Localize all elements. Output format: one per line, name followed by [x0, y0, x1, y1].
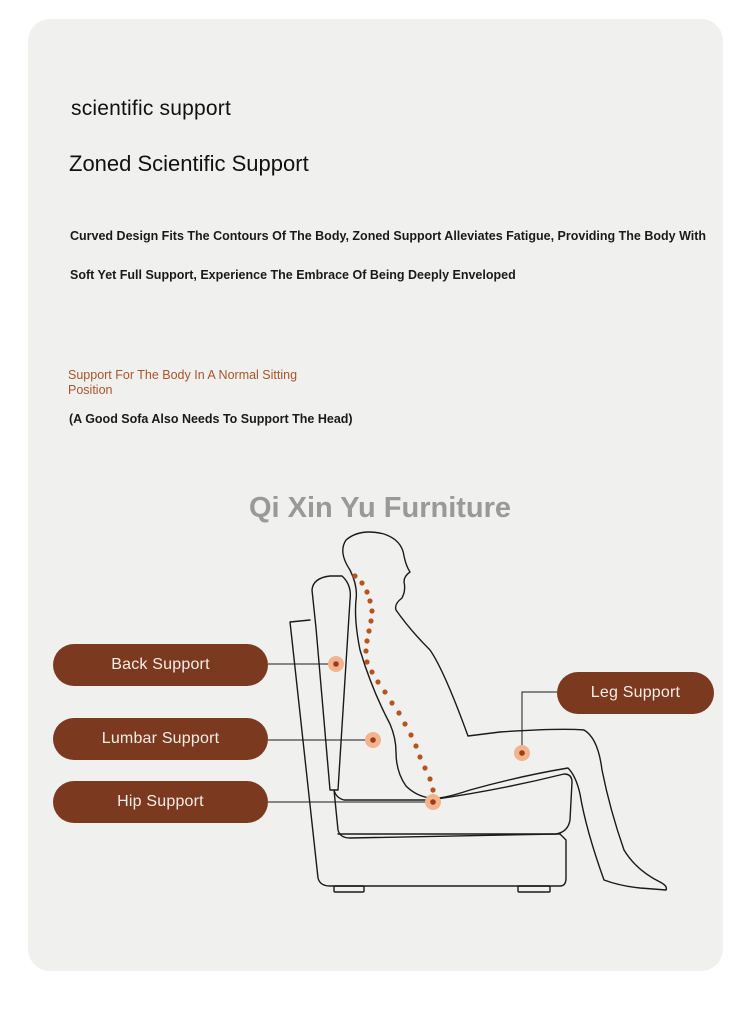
support-markers — [328, 656, 530, 810]
sofa-foot-right — [518, 886, 550, 892]
back-support-label: Back Support — [53, 644, 268, 686]
section-note: (A Good Sofa Also Needs To Support The Head) — [69, 412, 353, 426]
sofa-seat-cushion — [334, 774, 572, 838]
page-title: Zoned Scientific Support — [69, 151, 309, 176]
section-heading: Support For The Body In A Normal Sitting Position — [68, 368, 298, 397]
sofa-back-cushion — [312, 576, 350, 790]
spine-dots — [352, 573, 435, 792]
leader-leg — [522, 692, 557, 752]
description-line-2: Soft Yet Full Support, Experience The Embrace Of Being Deeply Enveloped — [70, 268, 516, 282]
leg-support-label: Leg Support — [557, 672, 714, 714]
lumbar-support-label: Lumbar Support — [53, 718, 268, 760]
brand-watermark: Qi Xin Yu Furniture — [248, 492, 512, 524]
tagline: scientific support — [71, 97, 232, 120]
sofa-foot-left — [334, 886, 364, 892]
hip-support-label: Hip Support — [53, 781, 268, 823]
description-line-1: Curved Design Fits The Contours Of The Body, Zoned Support Alleviates Fatigue, Providing The Body With — [70, 229, 707, 243]
